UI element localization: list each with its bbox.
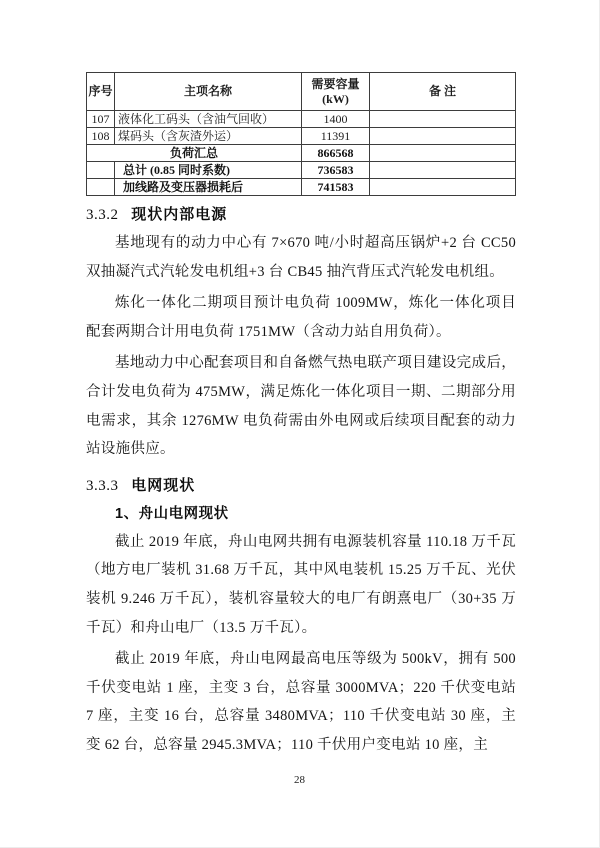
table-header-row (87, 73, 516, 111)
row-capacity: 736583 (302, 162, 370, 179)
table-row-after-losses (87, 179, 516, 196)
section-heading-3-3-3 (86, 472, 516, 500)
row-capacity: 741583 (302, 179, 370, 196)
row-index (87, 162, 115, 179)
row-name: 加线路及变压器损耗后 (115, 179, 302, 196)
paragraph: 截止 2019 年底，舟山电网共拥有电源装机容量 110.18 万千瓦（地方电厂装机 31.68 万千瓦，其中风电装机 15.25 万千瓦、光伏装机 9.246 万千瓦），装机容量较大的电厂有朗熹电厂（30+35 万千瓦）和舟山电厂（13.5 万千瓦）。 (86, 533, 516, 636)
section-heading-3-3-2 (86, 201, 516, 229)
row-note (370, 179, 516, 196)
row-note (370, 111, 516, 128)
section-title: 现状内部电源 (131, 206, 228, 223)
row-capacity: 11391 (302, 128, 370, 145)
row-note (370, 145, 516, 162)
paragraph: 基地动力中心配套项目和自备燃气热电联产项目建设完成后，合计发电负荷为 475MW，满足炼化一体化项目一期、二期部分用电需求，其余 1276MW 电负荷需由外电网或后续项目配套的动力站设施供应。 (86, 355, 516, 458)
row-name: 总计 (0.85 同时系数) (115, 162, 302, 179)
paragraph: 基地现有的动力中心有 7×670 吨/小时超高压锅炉+2 台 CC50 双抽凝汽式汽轮发电机组+3 台 CB45 抽汽背压式汽轮发电机组。 (86, 235, 516, 280)
col-header-index: 序号 (87, 73, 115, 111)
page-number: 28 (294, 774, 305, 786)
row-index: 108 (87, 128, 115, 145)
row-capacity: 866568 (302, 145, 370, 162)
row-note (370, 162, 516, 179)
section-number: 3.3.3 (86, 477, 119, 494)
paragraph: 截止 2019 年底，舟山电网最高电压等级为 500kV，拥有 500 千伏变电站 1 座，主变 3 台，总容量 3000MVA；220 千伏变电站 7 座，主变 16 台，总容量 3480MVA；110 千伏变电站 30 座，主变 62 台，总容量 2945.3MVA；110 千伏用户变电站 10 座，主 (86, 651, 516, 753)
row-capacity: 1400 (302, 111, 370, 128)
col-header-note: 备 注 (370, 73, 516, 111)
col-header-capacity: 需要容量(kW) (302, 73, 370, 111)
load-summary-table (86, 72, 516, 196)
row-name: 负荷汇总 (87, 145, 302, 162)
table-row-grand-total (87, 162, 516, 179)
table-row (87, 128, 516, 145)
row-note (370, 128, 516, 145)
section-title: 电网现状 (131, 476, 196, 494)
col-header-name: 主项名称 (115, 73, 302, 111)
table-row-load-total (87, 145, 516, 162)
section-number: 3.3.2 (86, 207, 119, 223)
table-row (87, 111, 516, 128)
paragraph: 炼化一体化二期项目预计电负荷 1009MW，炼化一体化项目配套两期合计用电负荷 1751MW（含动力站自用负荷）。 (86, 295, 516, 340)
row-name: 液体化工码头（含油气回收） (115, 111, 302, 128)
row-name: 煤码头（含灰渣外运） (115, 128, 302, 145)
page-content (86, 0, 516, 760)
row-index: 107 (87, 111, 115, 128)
row-index (87, 179, 115, 196)
subsection-heading-zhoushan-grid: 1、舟山电网现状 (115, 505, 229, 522)
